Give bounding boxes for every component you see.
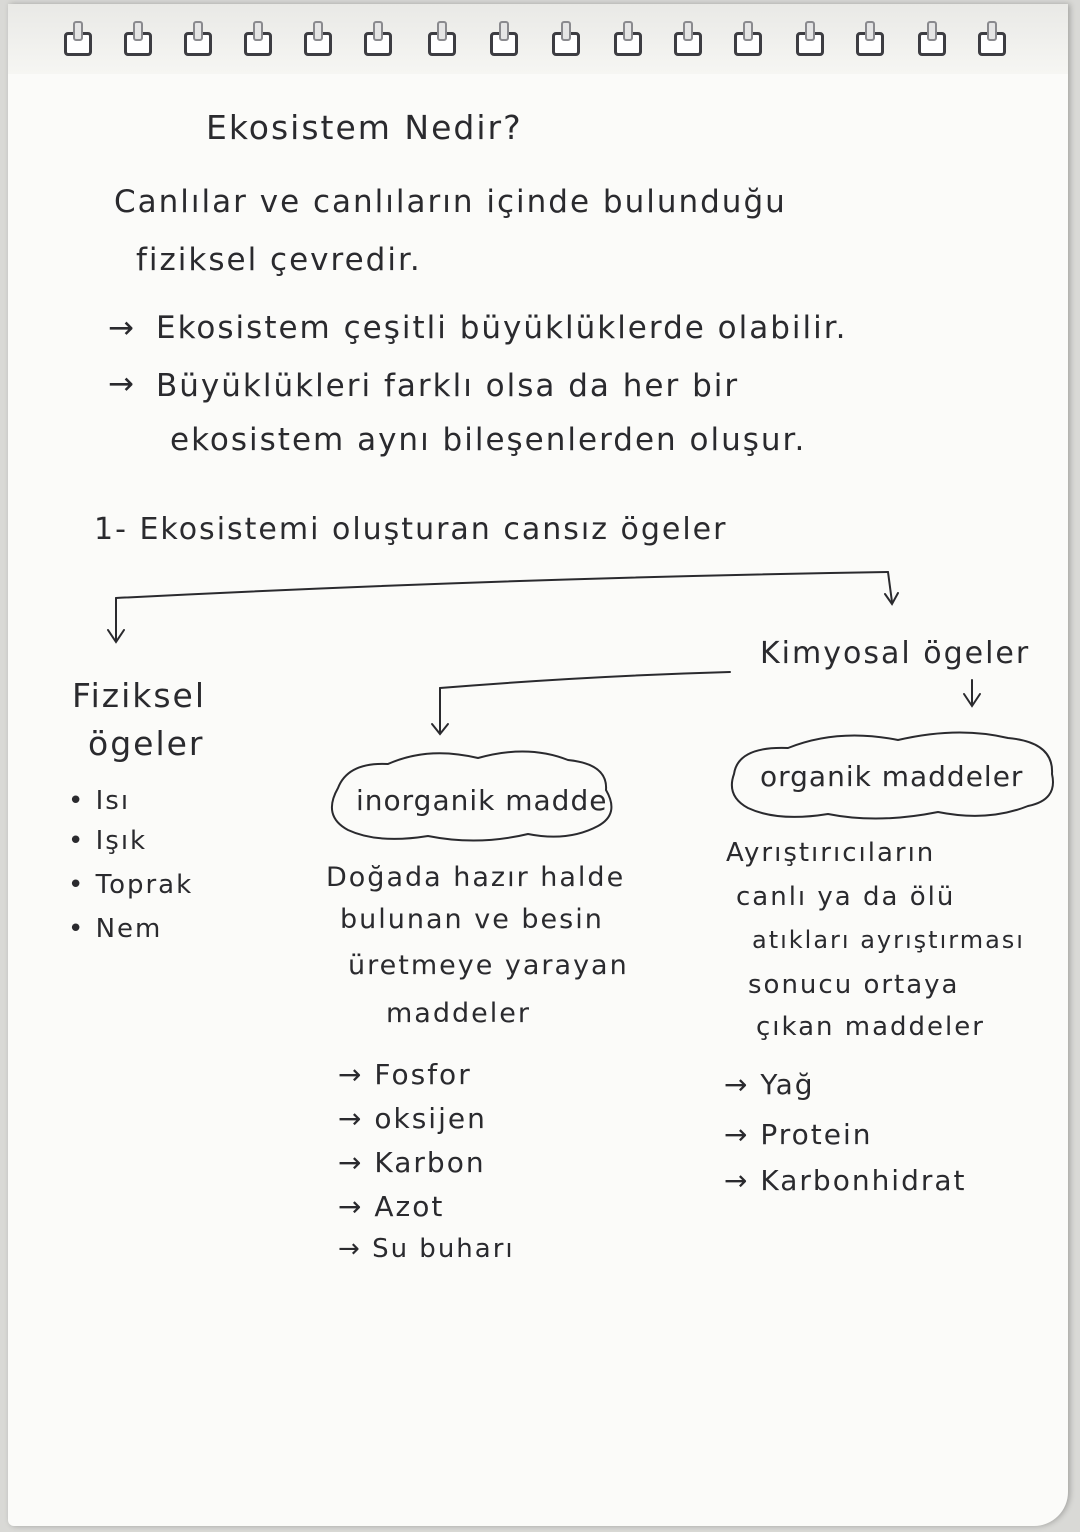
- page-title: Ekosistem Nedir?: [206, 108, 523, 147]
- arrow-icon: →: [338, 1102, 364, 1135]
- organic-desc-line: sonucu ortaya: [748, 970, 960, 1000]
- arrow-icon: →: [724, 1118, 750, 1151]
- physical-item: Isı: [95, 786, 131, 816]
- inorganic-item: Karbon: [374, 1146, 486, 1179]
- bullet-arrow-icon: →: [108, 366, 136, 402]
- connector-inorganic: [440, 672, 730, 688]
- arrow-icon: →: [724, 1164, 750, 1197]
- inorganic-desc-line: maddeler: [386, 998, 531, 1029]
- physical-heading-line-1: Fiziksel: [72, 676, 207, 715]
- bullet-dot-icon: •: [68, 786, 86, 816]
- bullet-arrow-icon: →: [108, 310, 136, 346]
- organic-item-row: [724, 1118, 873, 1151]
- connector-top: [116, 572, 888, 598]
- inorganic-item-row: [338, 1102, 487, 1135]
- inorganic-item-row: [338, 1146, 486, 1179]
- physical-item: Nem: [95, 914, 163, 944]
- inorganic-item: Azot: [374, 1190, 445, 1223]
- chemical-heading: Kimyosal ögeler: [760, 636, 1031, 671]
- arrow-icon: →: [338, 1146, 364, 1179]
- bullet-2-line-1: Büyüklükleri farklı olsa da her bir: [156, 368, 740, 404]
- physical-item-row: [68, 914, 162, 944]
- notebook-page: [8, 4, 1068, 1526]
- physical-item-row: [68, 826, 147, 856]
- physical-item-row: [68, 870, 193, 900]
- physical-item-row: [68, 786, 130, 816]
- definition-line-1: Canlılar ve canlıların içinde bulunduğu: [114, 184, 787, 220]
- organic-item-row: [724, 1164, 967, 1197]
- bullet-dot-icon: •: [68, 826, 86, 856]
- inorganic-desc-line: bulunan ve besin: [340, 904, 604, 935]
- bullet-dot-icon: •: [68, 914, 86, 944]
- inorganic-item: oksijen: [374, 1102, 487, 1135]
- physical-item: Işık: [95, 826, 148, 856]
- bullet-1-text: Ekosistem çeşitli büyüklüklerde olabilir.: [156, 310, 848, 346]
- inorganic-item: Fosfor: [374, 1058, 472, 1091]
- organic-desc-line: Ayrıştırıcıların: [726, 838, 936, 868]
- inorganic-label: inorganik madde: [356, 784, 608, 817]
- bullet-2-line-2: ekosistem aynı bileşenlerden oluşur.: [170, 422, 807, 458]
- section-heading: 1- Ekosistemi oluşturan cansız ögeler: [94, 512, 728, 547]
- arrow-icon: →: [338, 1190, 364, 1223]
- inorganic-item-row: [338, 1058, 472, 1091]
- inorganic-item-row: [338, 1234, 515, 1264]
- organic-item: Karbonhidrat: [760, 1164, 967, 1197]
- arrow-icon: →: [338, 1234, 362, 1264]
- definition-line-2: fiziksel çevredir.: [136, 242, 422, 278]
- inorganic-desc-line: üretmeye yarayan: [348, 950, 629, 981]
- organic-label: organik maddeler: [760, 760, 1024, 793]
- organic-item: Protein: [760, 1118, 873, 1151]
- arrow-icon: →: [724, 1068, 750, 1101]
- organic-item: Yağ: [760, 1068, 815, 1101]
- inorganic-item-row: [338, 1190, 444, 1223]
- arrow-icon: →: [338, 1058, 364, 1091]
- bullet-dot-icon: •: [68, 870, 86, 900]
- inorganic-item: Su buharı: [372, 1234, 515, 1264]
- organic-desc-line: canlı ya da ölü: [736, 882, 956, 912]
- physical-item: Toprak: [95, 870, 194, 900]
- organic-desc-line: atıkları ayrıştırması: [752, 926, 1025, 954]
- inorganic-desc-line: Doğada hazır halde: [326, 862, 626, 893]
- organic-item-row: [724, 1068, 815, 1101]
- physical-heading-line-2: ögeler: [88, 724, 205, 763]
- organic-desc-line: çıkan maddeler: [756, 1012, 985, 1042]
